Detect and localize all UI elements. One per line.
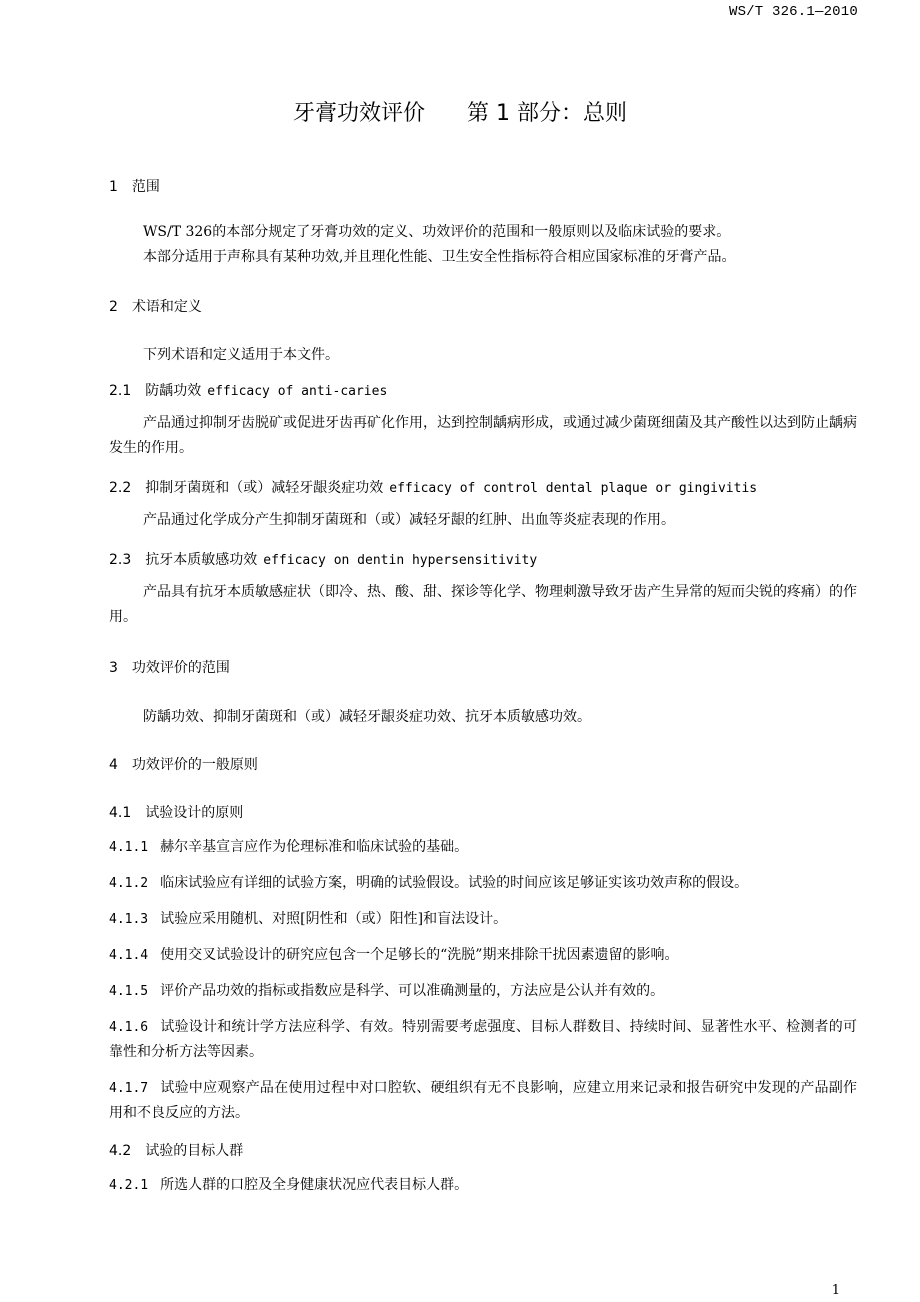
clause-text: 赫尔辛基宣言应作为伦理标准和临床试验的基础。 <box>160 839 469 855</box>
clause-4-1-4 <box>109 943 857 968</box>
subsection-title: 试验的目标人群 <box>145 1143 244 1159</box>
section-1-paragraph-1: WS/T 326的本部分规定了牙膏功效的定义、功效评价的范围和一般原则以及临床试验的要求。 <box>143 224 731 240</box>
clause-text: 试验中应观察产品在使用过程中对口腔软、硬组织有无不良影响，应建立用来记录和报告研究中发现的产品副作用和不良反应的方法。 <box>109 1080 857 1121</box>
clause-text: 使用交叉试验设计的研究应包含一个足够长的“洗脱”期来排除干扰因素遗留的影响。 <box>160 947 679 963</box>
clause-4-1-5 <box>109 979 857 1004</box>
section-number: 1 <box>109 179 118 195</box>
clause-number: 4.1.1 <box>109 840 149 855</box>
clause-text: 试验设计和统计学方法应科学、有效。特别需要考虑强度、目标人群数目、持续时间、显著性水平、检测者的可靠性和分析方法等因素。 <box>109 1019 857 1060</box>
section-number: 3 <box>109 660 118 676</box>
term-name-en: efficacy on dentin hypersensitivity <box>263 553 538 568</box>
section-title: 术语和定义 <box>131 299 202 315</box>
subsection-title: 试验设计的原则 <box>145 805 244 821</box>
clause-number: 4.2.1 <box>109 1178 149 1193</box>
term-name-cn: 防龋功效 <box>145 383 202 399</box>
section-1-heading <box>109 176 160 196</box>
clause-4-1-2 <box>109 871 857 896</box>
subsection-number: 4.2 <box>109 1143 132 1159</box>
section-2-heading <box>109 296 202 316</box>
section-title: 范围 <box>131 179 160 195</box>
section-3-heading <box>109 657 230 677</box>
term-name-cn: 抗牙本质敏感功效 <box>145 552 258 568</box>
clause-number: 4.1.7 <box>109 1081 149 1096</box>
page-number: 1 <box>831 1283 840 1298</box>
clause-number: 4.1.3 <box>109 912 149 927</box>
section-1-paragraph-2: 本部分适用于声称具有某种功效,并且理化性能、卫生安全性指标符合相应国家标准的牙膏产品。 <box>143 249 736 265</box>
term-2-2-heading <box>109 477 757 497</box>
term-name-en: efficacy of anti-caries <box>207 384 388 399</box>
term-name-en: efficacy of control dental plaque or gingivitis <box>389 481 758 496</box>
standard-code-header: WS/T 326.1—2010 <box>728 4 858 20</box>
clause-text: 所选人群的口腔及全身健康状况应代表目标人群。 <box>160 1177 469 1193</box>
document-title: 牙膏功效评价 第 1 部分：总则 <box>293 101 627 126</box>
subsection-4-1-heading <box>109 802 243 822</box>
clause-number: 4.1.4 <box>109 948 149 963</box>
clause-4-1-7 <box>109 1076 857 1126</box>
section-4-heading <box>109 754 258 774</box>
subsection-number: 4.1 <box>109 805 132 821</box>
section-2-intro: 下列术语和定义适用于本文件。 <box>143 347 339 363</box>
clause-text: 临床试验应有详细的试验方案，明确的试验假设。试验的时间应该足够证实该功效声称的假设。 <box>160 875 749 891</box>
section-number: 2 <box>109 299 118 315</box>
section-3-paragraph: 防龋功效、抑制牙菌斑和（或）减轻牙龈炎症功效、抗牙本质敏感功效。 <box>143 709 591 725</box>
clause-number: 4.1.6 <box>109 1020 149 1035</box>
clause-4-2-1 <box>109 1173 857 1198</box>
term-number: 2.1 <box>109 383 132 399</box>
term-2-3-definition: 产品具有抗牙本质敏感症状（即冷、热、酸、甜、探诊等化学、物理刺激导致牙齿产生异常的短而尖锐的疼痛）的作用。 <box>109 584 857 625</box>
clause-number: 4.1.5 <box>109 984 149 999</box>
term-2-1-definition: 产品通过抑制牙齿脱矿或促进牙齿再矿化作用，达到控制龋病形成，或通过减少菌斑细菌及其产酸性以达到防止龋病发生的作用。 <box>109 415 857 456</box>
clause-4-1-3 <box>109 907 857 932</box>
section-title: 功效评价的范围 <box>131 660 230 676</box>
clause-4-1-6 <box>109 1015 857 1065</box>
section-number: 4 <box>109 757 118 773</box>
term-2-1-heading <box>109 380 387 400</box>
clause-number: 4.1.2 <box>109 876 149 891</box>
section-title: 功效评价的一般原则 <box>131 757 258 773</box>
term-2-3-heading <box>109 549 537 569</box>
term-number: 2.3 <box>109 552 132 568</box>
term-name-cn: 抑制牙菌斑和（或）减轻牙龈炎症功效 <box>145 480 384 496</box>
clause-4-1-1 <box>109 835 857 860</box>
clause-text: 试验应采用随机、对照[阴性和（或）阳性]和盲法设计。 <box>160 911 508 927</box>
term-number: 2.2 <box>109 480 132 496</box>
subsection-4-2-heading <box>109 1140 243 1160</box>
clause-text: 评价产品功效的指标或指数应是科学、可以准确测量的，方法应是公认并有效的。 <box>160 983 665 999</box>
term-2-2-definition: 产品通过化学成分产生抑制牙菌斑和（或）减轻牙龈的红肿、出血等炎症表现的作用。 <box>143 512 675 528</box>
